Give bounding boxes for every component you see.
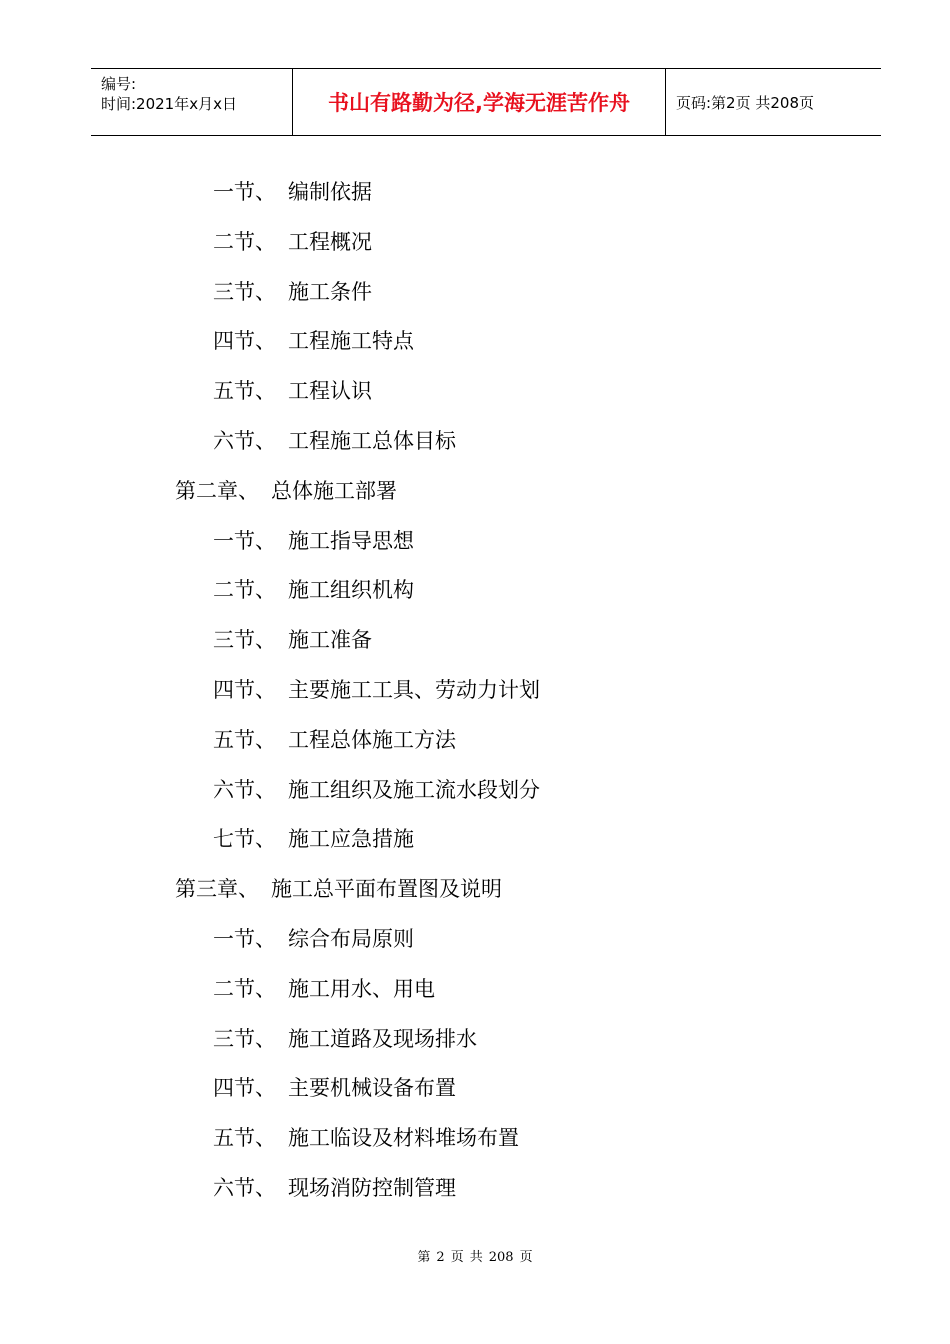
footer-word-ye-2: 页 — [519, 1250, 533, 1265]
toc-section-entry — [213, 375, 372, 405]
page-header — [91, 68, 881, 136]
footer-total-pages: 208 — [488, 1250, 514, 1265]
toc-entry-title: 施工指导思想 — [288, 528, 414, 553]
header-left-cell — [91, 69, 293, 135]
toc-entry-number: 五节、 — [213, 379, 276, 404]
toc-entry-title: 主要机械设备布置 — [288, 1076, 456, 1101]
toc-entry-number: 二节、 — [213, 976, 276, 1001]
toc-entry-title: 施工临设及材料堆场布置 — [288, 1126, 519, 1151]
footer-word-gong: 共 — [469, 1250, 483, 1265]
toc-entry-number: 六节、 — [213, 1176, 276, 1200]
header-motto-cell — [293, 69, 666, 135]
toc-section-entry — [213, 923, 414, 953]
toc-section-entry — [213, 1023, 477, 1053]
toc-entry-title: 综合布局原则 — [288, 927, 414, 951]
toc-entry-number: 一节、 — [213, 927, 276, 951]
toc-entry-number: 四节、 — [213, 678, 276, 702]
toc-entry-number: 七节、 — [213, 827, 276, 852]
toc-entry-number: 第二章、 — [175, 478, 259, 503]
toc-entry-title: 工程总体施工方法 — [288, 727, 456, 752]
toc-section-entry — [213, 823, 414, 853]
toc-entry-number: 四节、 — [213, 329, 276, 354]
toc-entry-title: 工程施工特点 — [288, 329, 414, 354]
toc-section-entry — [213, 674, 540, 704]
toc-section-entry — [213, 574, 414, 604]
toc-entry-number: 二节、 — [213, 578, 276, 603]
footer-word-di: 第 — [417, 1250, 431, 1265]
toc-entry-title: 总体施工部署 — [271, 478, 397, 503]
toc-entry-title: 现场消防控制管理 — [288, 1176, 456, 1200]
code-label: 编号: — [101, 75, 137, 93]
toc-section-entry — [213, 226, 372, 256]
toc-entry-title: 施工组织机构 — [288, 578, 414, 603]
toc-entry-title: 主要施工工具、劳动力计划 — [288, 678, 540, 702]
toc-entry-title: 施工应急措施 — [288, 827, 414, 852]
toc-entry-title: 施工条件 — [288, 279, 372, 304]
toc-entry-number: 三节、 — [213, 628, 276, 653]
toc-entry-title: 工程认识 — [288, 379, 372, 404]
toc-entry-number: 六节、 — [213, 777, 276, 802]
toc-chapter-entry — [175, 873, 502, 903]
toc-entry-title: 施工组织及施工流水段划分 — [288, 777, 540, 802]
toc-section-entry — [213, 1172, 456, 1202]
toc-entry-title: 施工准备 — [288, 628, 372, 653]
page-info: 页码:第2页 共208页 — [676, 93, 814, 112]
toc-entry-number: 六节、 — [213, 429, 276, 453]
toc-section-entry — [213, 425, 456, 455]
toc-chapter-entry — [175, 475, 397, 505]
toc-section-entry — [213, 176, 372, 206]
toc-section-entry — [213, 525, 414, 555]
time-label: 时间:2021年x月x日 — [101, 95, 237, 113]
toc-entry-title: 工程施工总体目标 — [288, 429, 456, 453]
toc-section-entry — [213, 624, 372, 654]
toc-entry-title: 施工用水、用电 — [288, 976, 435, 1001]
toc-section-entry — [213, 774, 540, 804]
toc-entry-number: 一节、 — [213, 180, 276, 204]
toc-entry-title: 施工总平面布置图及说明 — [271, 877, 502, 902]
motto-text: 书山有路勤为径,学海无涯苦作舟 — [328, 91, 630, 115]
page-footer — [0, 1246, 950, 1265]
toc-section-entry — [213, 1122, 519, 1152]
toc-entry-number: 二节、 — [213, 229, 276, 254]
toc-section-entry — [213, 1072, 456, 1102]
toc-section-entry — [213, 325, 414, 355]
header-right-cell — [666, 69, 881, 135]
toc-entry-number: 第三章、 — [175, 877, 259, 902]
footer-page-number: 2 — [436, 1250, 445, 1265]
toc-entry-title: 编制依据 — [288, 180, 372, 204]
toc-entry-number: 一节、 — [213, 528, 276, 553]
toc-section-entry — [213, 724, 456, 754]
toc-section-entry — [213, 973, 435, 1003]
toc-entry-title: 工程概况 — [288, 229, 372, 254]
toc-entry-number: 三节、 — [213, 1026, 276, 1051]
toc-entry-number: 五节、 — [213, 1126, 276, 1151]
toc-section-entry — [213, 276, 372, 306]
footer-word-ye: 页 — [450, 1250, 464, 1265]
toc-entry-number: 三节、 — [213, 279, 276, 304]
toc-entry-title: 施工道路及现场排水 — [288, 1026, 477, 1051]
toc-entry-number: 四节、 — [213, 1076, 276, 1101]
toc-entry-number: 五节、 — [213, 727, 276, 752]
